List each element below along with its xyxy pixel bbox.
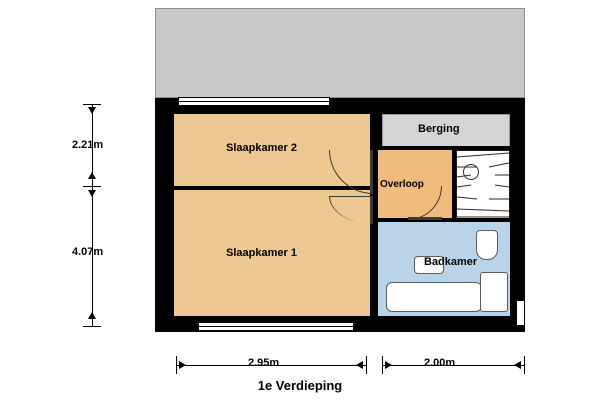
dimension-arrow-right-1 bbox=[179, 361, 186, 369]
dimension-label-2-21m: 2.21m bbox=[72, 139, 104, 151]
interior-wall-bathroom bbox=[378, 218, 510, 222]
dimension-label-2-95m: 2.95m bbox=[248, 357, 280, 369]
door-leaf-slaapkamer-2 bbox=[370, 150, 373, 194]
dimension-tick-h2 bbox=[366, 356, 367, 374]
dimension-tick-bottom bbox=[83, 326, 101, 327]
door-leaf-badkamer bbox=[408, 217, 442, 220]
staircase-area bbox=[456, 150, 510, 220]
dimension-tick-middle bbox=[83, 186, 101, 187]
window-bottom bbox=[198, 322, 354, 331]
dimension-label-4-07m: 4.07m bbox=[72, 246, 104, 258]
dimension-tick-h3 bbox=[382, 356, 383, 374]
label-berging: Berging bbox=[418, 123, 460, 135]
dimension-arrow-down-2 bbox=[88, 190, 96, 197]
interior-wall-between-bedrooms bbox=[174, 186, 370, 190]
dimension-arrow-down-1 bbox=[88, 107, 96, 114]
plan-caption: 1e Verdieping bbox=[257, 378, 343, 393]
roof-area bbox=[155, 8, 525, 98]
interior-wall-storage bbox=[378, 146, 510, 150]
label-overloop: Overloop bbox=[380, 179, 424, 190]
label-badkamer: Badkamer bbox=[424, 256, 478, 268]
dimension-tick-top bbox=[83, 104, 101, 105]
shower-icon bbox=[480, 272, 508, 312]
dimension-line-vertical bbox=[92, 104, 93, 326]
dimension-arrow-left-2 bbox=[514, 361, 521, 369]
dimension-tick-h1 bbox=[176, 356, 177, 374]
bathtub-icon bbox=[386, 282, 482, 312]
dimension-arrow-up-2 bbox=[88, 312, 96, 319]
door-leaf-slaapkamer-1 bbox=[370, 196, 373, 224]
label-slaapkamer-1: Slaapkamer 1 bbox=[226, 247, 297, 259]
dimension-tick-h4 bbox=[524, 356, 525, 374]
label-slaapkamer-2: Slaapkamer 2 bbox=[226, 142, 297, 154]
window-top bbox=[178, 97, 330, 106]
interior-wall-staircase bbox=[452, 150, 456, 218]
stair-steps-icon bbox=[457, 151, 509, 219]
window-right bbox=[516, 300, 525, 326]
dimension-label-2-00m: 2.00m bbox=[424, 357, 456, 369]
dimension-arrow-up-1 bbox=[88, 172, 96, 179]
dimension-arrow-right-2 bbox=[385, 361, 392, 369]
toilet-icon bbox=[476, 230, 498, 260]
dimension-arrow-left-1 bbox=[356, 361, 363, 369]
